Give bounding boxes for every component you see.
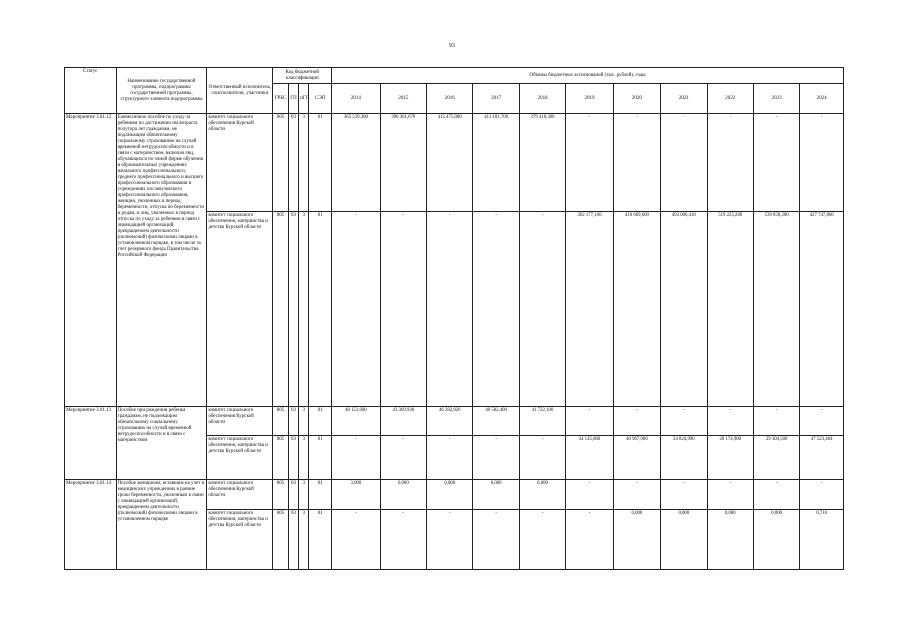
value-cell: - xyxy=(473,436,519,480)
code-cell: 805 xyxy=(273,212,288,407)
measure-status: Мероприятие 3.01.13 xyxy=(65,407,117,480)
table-row xyxy=(65,114,844,212)
value-cell: 362 177,100 xyxy=(566,212,613,407)
value-cell: 0,000 xyxy=(753,510,799,570)
value-cell: - xyxy=(519,212,565,407)
measure-name: Пособие при рождении ребенка гражданам, не подлежащим обязательному социальному страхованию на случай временной нетрудоспособности и в связи с материнством xyxy=(116,407,207,480)
code-cell: 01 xyxy=(309,510,332,570)
value-cell: - xyxy=(661,114,707,212)
header-year: 2015 xyxy=(380,84,426,114)
header-year: 2018 xyxy=(519,84,565,114)
header-year: 2023 xyxy=(753,84,799,114)
value-cell: 34 824,990 xyxy=(661,436,707,480)
code-cell: 3 xyxy=(299,114,309,212)
value-cell: 46 282,020 xyxy=(427,407,473,436)
value-cell: - xyxy=(519,436,565,480)
header-year: 2019 xyxy=(566,84,613,114)
header-year: 2017 xyxy=(473,84,519,114)
value-cell: - xyxy=(519,510,565,570)
header-code: СЭП xyxy=(309,84,332,114)
header-code: ГП xyxy=(288,84,298,114)
header-year: 2022 xyxy=(707,84,753,114)
value-cell: - xyxy=(613,114,660,212)
header-status: Статус xyxy=(65,68,117,114)
header-year: 2016 xyxy=(427,84,473,114)
value-cell: 493 006,410 xyxy=(661,212,707,407)
value-cell: - xyxy=(753,114,799,212)
code-cell: 01 xyxy=(309,407,332,436)
value-cell: - xyxy=(800,114,844,212)
value-cell: 539 858,200 xyxy=(753,212,799,407)
page-number: 93 xyxy=(449,43,455,49)
value-cell: 0,000 xyxy=(380,480,426,510)
value-cell: 0,000 xyxy=(473,480,519,510)
header-year: 2014 xyxy=(332,84,380,114)
responsible-cell: комитет социального обеспечения, материнства и детства Курской области xyxy=(207,510,273,570)
code-cell: 03 xyxy=(288,480,298,510)
header-code-group: Код бюджетной классификации xyxy=(273,68,332,84)
value-cell: 396 361,670 xyxy=(380,114,426,212)
responsible-cell: комитет социального обеспечения Курской области xyxy=(207,114,273,212)
value-cell: 0,000 xyxy=(661,510,707,570)
value-cell: - xyxy=(707,407,753,436)
code-cell: 805 xyxy=(273,436,288,480)
table-row xyxy=(65,407,844,436)
value-cell: - xyxy=(380,510,426,570)
code-cell: 01 xyxy=(309,436,332,480)
header-responsible: Ответственный исполнитель, соисполнители, участники xyxy=(207,68,273,114)
header-year: 2020 xyxy=(613,84,660,114)
code-cell: 01 xyxy=(309,212,332,407)
value-cell: 40 967,900 xyxy=(613,436,660,480)
value-cell: - xyxy=(661,480,707,510)
value-cell: - xyxy=(332,212,380,407)
value-cell: - xyxy=(800,480,844,510)
value-cell: - xyxy=(566,114,613,212)
value-cell: - xyxy=(707,114,753,212)
measure-status: Мероприятие 3.01.14 xyxy=(65,480,117,570)
value-cell: 0,000 xyxy=(427,480,473,510)
value-cell: 0,000 xyxy=(519,480,565,510)
header-volumes: Объемы бюджетных ассигнований (тыс. рублей), годы xyxy=(332,68,844,84)
header-code: пГП xyxy=(299,84,309,114)
code-cell: 01 xyxy=(309,480,332,510)
value-cell: 28 174,900 xyxy=(707,436,753,480)
value-cell: 0,000 xyxy=(613,510,660,570)
value-cell: - xyxy=(566,480,613,510)
value-cell: 29 304,500 xyxy=(753,436,799,480)
value-cell: 40 151,600 xyxy=(332,407,380,436)
code-cell: 03 xyxy=(288,510,298,570)
code-cell: 03 xyxy=(288,436,298,480)
table-body xyxy=(65,114,844,570)
value-cell: 519 225,200 xyxy=(707,212,753,407)
value-cell: 34 145,800 xyxy=(566,436,613,480)
responsible-cell: комитет социального обеспечения, материнства и детства Курской области xyxy=(207,436,273,480)
value-cell: 365 539,300 xyxy=(332,114,380,212)
value-cell: - xyxy=(753,407,799,436)
value-cell: - xyxy=(707,480,753,510)
responsible-cell: комитет социального обеспечения, материнства и детства Курской области xyxy=(207,212,273,407)
value-cell: - xyxy=(332,510,380,570)
code-cell: 805 xyxy=(273,510,288,570)
value-cell: 411 181,700 xyxy=(473,114,519,212)
value-cell: - xyxy=(613,407,660,436)
table-row xyxy=(65,480,844,510)
value-cell: 427 747,860 xyxy=(800,212,844,407)
responsible-cell: комитет социального обеспечения Курской области xyxy=(207,480,273,510)
value-cell: 41 722,100 xyxy=(519,407,565,436)
header-year: 2024 xyxy=(800,84,844,114)
header-code: ГРБС xyxy=(273,84,288,114)
value-cell: - xyxy=(661,407,707,436)
value-cell: - xyxy=(427,436,473,480)
code-cell: 03 xyxy=(288,114,298,212)
value-cell: - xyxy=(566,510,613,570)
value-cell: - xyxy=(332,436,380,480)
code-cell: 03 xyxy=(288,212,298,407)
value-cell: - xyxy=(613,480,660,510)
code-cell: 3 xyxy=(299,436,309,480)
value-cell: - xyxy=(566,407,613,436)
value-cell: - xyxy=(800,407,844,436)
header-year: 2021 xyxy=(661,84,707,114)
header-name: Наименование государственной программы, подпрограммы государственной программы, структурного элемента подпрограммы xyxy=(116,68,207,114)
code-cell: 3 xyxy=(299,407,309,436)
value-cell: - xyxy=(753,480,799,510)
value-cell: 3,000 xyxy=(332,480,380,510)
value-cell: - xyxy=(473,212,519,407)
value-cell: 0,000 xyxy=(707,510,753,570)
responsible-cell: комитет социального обеспечения Курской области xyxy=(207,407,273,436)
value-cell: - xyxy=(380,436,426,480)
code-cell: 3 xyxy=(299,212,309,407)
value-cell: - xyxy=(427,212,473,407)
value-cell: 47 523,484 xyxy=(800,436,844,480)
value-cell: - xyxy=(473,510,519,570)
code-cell: 3 xyxy=(299,510,309,570)
code-cell: 805 xyxy=(273,114,288,212)
value-cell: 40 582,400 xyxy=(473,407,519,436)
code-cell: 805 xyxy=(273,480,288,510)
code-cell: 03 xyxy=(288,407,298,436)
value-cell: 410 669,600 xyxy=(613,212,660,407)
measure-name: Ежемесячное пособие по уходу за ребенком по достижении им возраста полутора лет гражданам, не подлежащим обязательному социальному страхованию на случай временной нетрудоспособности и в связи с материнством, включая лиц, обучающихся по очной форме обучения в образовательных учреждениях начального профессионального, среднего профессионального и высшего профессионального образования и учреждениях послевузовского профессионального образования, женщин, уволенных в период беременности, отпуска по беременности и родам, и лиц, уволенных в период отпуска по уходу за ребенком в связи с ликвидацией организаций, прекращением деятельности (полномочий) физическими лицами в установленном порядке, в том числе за счет резервного фонда Правительства Российской Федерации xyxy=(116,114,207,407)
code-cell: 01 xyxy=(309,114,332,212)
value-cell: 0,716 xyxy=(800,510,844,570)
budget-table xyxy=(64,67,844,570)
value-cell: - xyxy=(427,510,473,570)
measure-name: Пособие женщинам, вставшим на учет в медицинских учреждениях в ранние сроки беременности, уволенным в связи с ликвидацией организаций, прекращением деятельности (полномочий) физическими лицами в установленном порядке xyxy=(116,480,207,570)
code-cell: 805 xyxy=(273,407,288,436)
code-cell: 3 xyxy=(299,480,309,510)
value-cell: 379 418,300 xyxy=(519,114,565,212)
value-cell: 415 475,080 xyxy=(427,114,473,212)
value-cell: 43 369,930 xyxy=(380,407,426,436)
measure-status: Мероприятие 3.01.12 xyxy=(65,114,117,407)
value-cell: - xyxy=(380,212,426,407)
